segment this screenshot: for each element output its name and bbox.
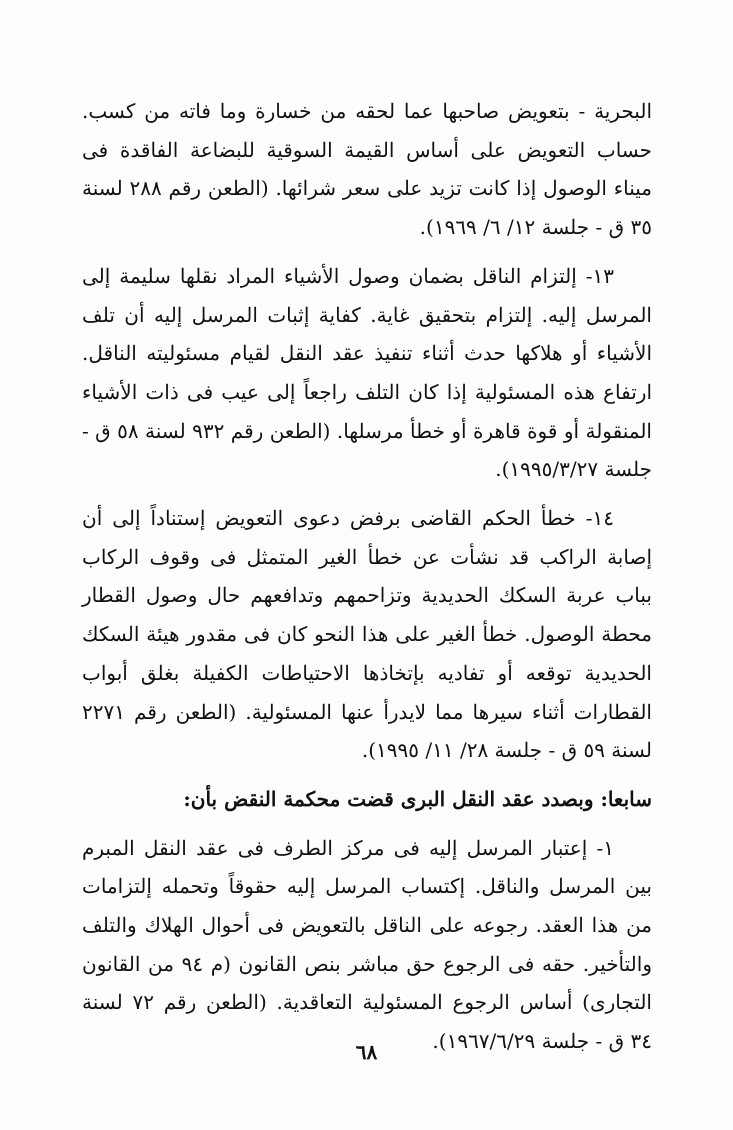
- paragraph-gap: [82, 489, 652, 499]
- paragraph-item-14: ١٤- خطأ الحكم القاضى برفض دعوى التعويض إستناداً إلى أن إصابة الراكب قد نشأت عن خطأ الغير المتمثل فى وقوف الركاب بباب عربة السكك الحديدية وتزاحمهم وتدافعهم حال وصول القطار محطة الوصول. خطأ الغير على هذا النحو كان فى مقدور هيئة السكك الحديدية توقعه أو تفاديه بإتخاذها الاحتياطات الكفيلة بغلق أبواب القطارات أثناء سيرها مما لايدرأ عنها المسئولية. (الطعن رقم ٢٢٧١ لسنة ٥٩ ق - جلسة ٢٨/ ١١/ ١٩٩٥).: [82, 506, 652, 763]
- paragraph-gap: [82, 770, 652, 780]
- page-number: ٦٨: [355, 1040, 378, 1064]
- paragraph-gap: [82, 247, 652, 257]
- paragraph-gap: [82, 819, 652, 829]
- paragraph-item-13: ١٣- إلتزام الناقل بضمان وصول الأشياء المراد نقلها سليمة إلى المرسل إليه. إلتزام بتحقيق غاية. كفاية إثبات المرسل إليه أن تلف الأشياء أو هلاكها حدث أثناء تنفيذ عقد النقل لقيام مسئوليته الناقل. ارتفاع هذه المسئولية إذا كان التلف راجعاً إلى عيب فى ذات الأشياء المنقولة أو قوة قاهرة أو خطأ مرسلها. (الطعن رقم ٩٣٢ لسنة ٥٨ ق - جلسة ١٩٩٥/٣/٢٧).: [82, 263, 652, 482]
- paragraph-continuation: البحرية - بتعويض صاحبها عما لحقه من خسارة وما فاته من كسب. حساب التعويض على أساس القيمة السوقية للبضاعة الفاقدة فى ميناء الوصول إذا كانت تزيد على سعر شرائها. (الطعن رقم ٢٨٨ لسنة ٣٥ ق - جلسة ١٢/ ٦/ ١٩٦٩).: [82, 99, 652, 240]
- page-body: [82, 92, 652, 1061]
- section-heading: سابعا: وبصدد عقد النقل البرى قضت محكمة النقض بأن:: [183, 786, 652, 811]
- paragraph-item-1: ١- إعتبار المرسل إليه فى مركز الطرف فى عقد النقل المبرم بين المرسل والناقل. إكتساب المرسل إليه حقوقاً وتحمله إلتزامات من هذا العقد. رجوعه على الناقل بالتعويض فى أحوال الهلاك والتلف والتأخير. حقه فى الرجوع حق مباشر بنص القانون (م ٩٤ من القانون التجارى) أساس الرجوع المسئولية التعاقدية. (الطعن رقم ٧٢ لسنة ٣٤ ق - جلسة ١٩٦٧/٦/٢٩).: [82, 835, 652, 1054]
